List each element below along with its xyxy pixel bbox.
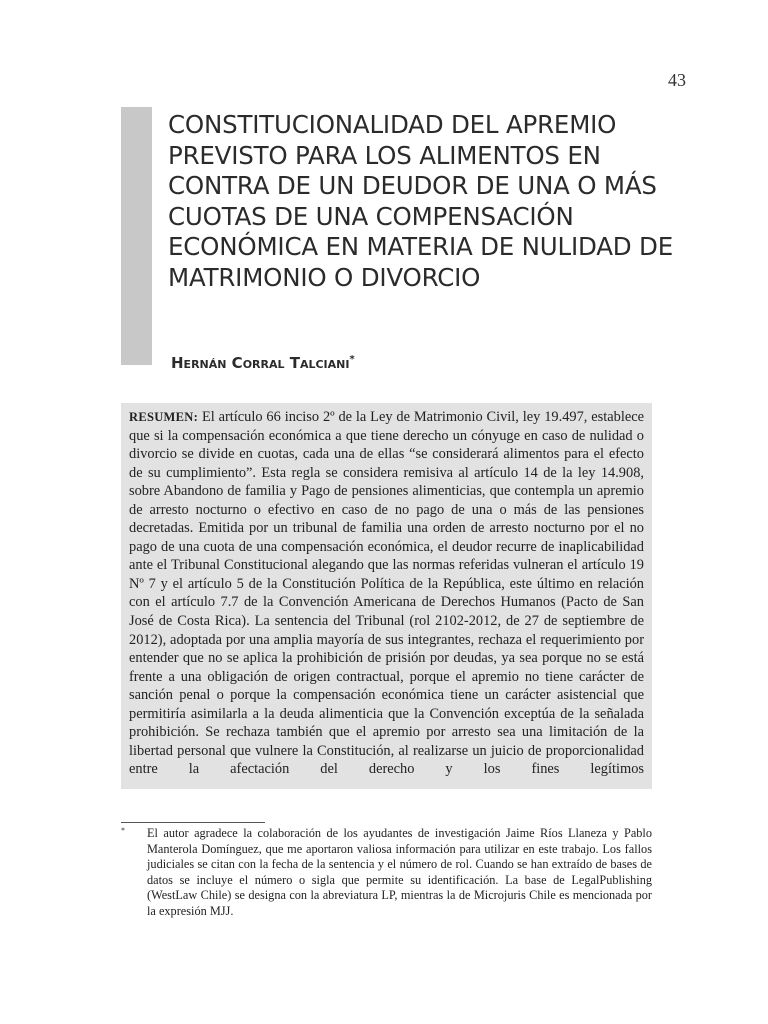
abstract-body: El artículo 66 inciso 2º de la Ley de Matrimonio Civil, ley 19.497, establece que si la compensación económica a que tiene derecho un cónyuge en caso de nulidad o divorcio se divide en cuotas, cada una de ellas “se considerará alimentos para el efecto de su cumplimiento”. Esta regla se considera remisiva al artículo 14 de la ley 14.908, sobre Abandono de familia y Pago de pensiones alimenticias, que contempla un apremio de arresto nocturno o efectivo en caso de no pago de una o más de las pensiones decretadas. Emitida por un tribunal de familia una orden de arresto nocturno por el no pago de una cuota de una compensación económica, el deudor recurre de inaplicabilidad ante el Tribunal Constitucional alegando que las normas referidas vulneran el artículo 19 Nº 7 y el artículo 5 de la Constitución Política de la República, este último en relación con el artículo 7.7 de la Convención Americana de Derechos Humanos (Pacto de San José de Costa Rica). La sentencia del Tribunal (rol 2102-2012, de 27 de septiembre de 2012), adoptada por una amplia mayoría de sus integrantes, rechaza el requerimiento por entender que no se aplica la prohibición de prisión por deudas, ya sea porque no se está frente a una obligación de origen contractual, porque el apremio no tiene carácter de sanción penal o porque la compensación económica tiene un carácter asistencial que permitiría asimilarla a la deuda alimenticia que la Convención exceptúa de la señalada prohibición. Se rechaza también que el apremio por arresto sea una limitación de la libertad personal que vulnere la Constitución, al realizarse un juicio de proporcionalidad entre la afectación del derecho y los fines legítimos: [129, 409, 644, 778]
abstract-box: [121, 403, 652, 789]
abstract-label: RESUMEN:: [129, 410, 199, 424]
article-title: CONSTITUCIONALIDAD DEL APREMIO PREVISTO PARA LOS ALIMENTOS EN CONTRA DE UN DEUDOR DE UNA O MÁS CUOTAS DE UNA COMPENSACIÓN ECONÓMICA EN MATERIA DE NULIDAD DE MATRIMONIO O DIVORCIO: [168, 110, 673, 292]
footnote-mark: *: [121, 826, 125, 835]
footnote: [121, 826, 652, 920]
author-name: Hernán Corral Talciani: [171, 354, 350, 372]
footnote-divider: [121, 822, 265, 823]
title-accent-bar: [121, 107, 152, 365]
author-footnote-mark: *: [349, 354, 355, 365]
page-number: 43: [668, 70, 686, 90]
abstract-paragraph: [129, 408, 644, 779]
author-line: [171, 354, 355, 372]
footnote-text: El autor agradece la colaboración de los ayudantes de investigación Jaime Ríos Llaneza y Pablo Manterola Domínguez, que me aportaron valiosa información para utilizar en este trabajo. Los fallos judiciales se citan con la fecha de la sentencia y el número de rol. Cuando se han extraído de bases de datos se incluye el número o sigla que permite su identificación. La base de LegalPublishing (WestLaw Chile) se designa con la abreviatura LP, mientras la de Microjuris Chile es mencionada por la expresión MJJ.: [147, 826, 652, 918]
